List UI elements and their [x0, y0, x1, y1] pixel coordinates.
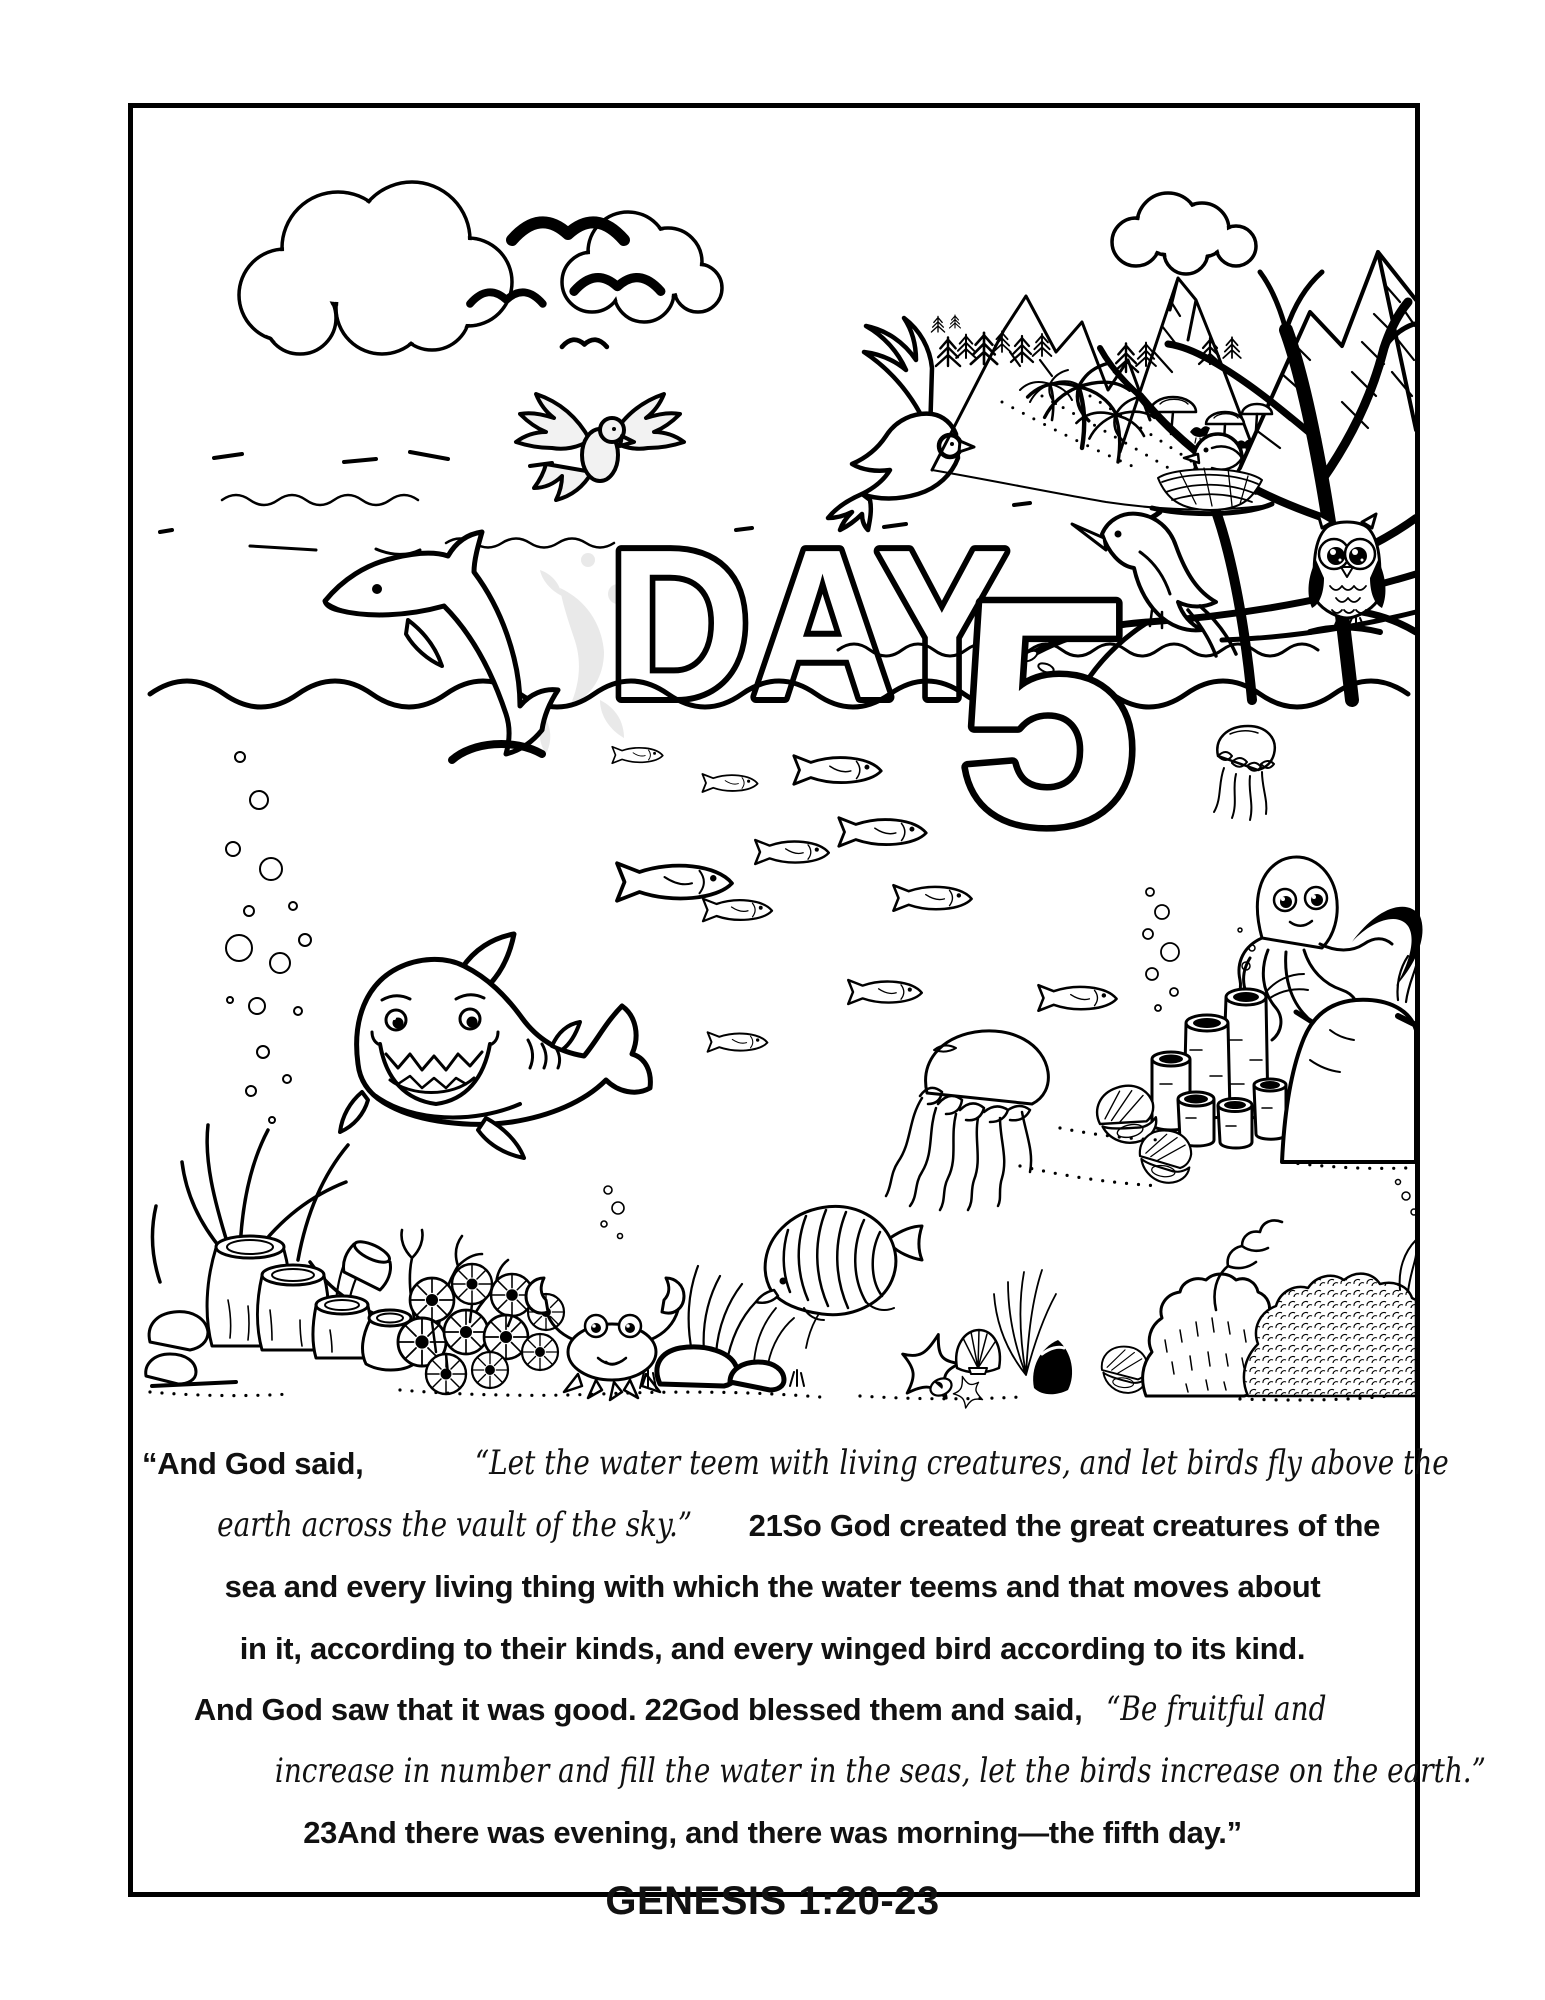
verse-line-1-script: “Let the water teem with living creatures, and let birds fly above the	[474, 1443, 1449, 1483]
verse-line-5-script: “Be fruitful and	[1106, 1689, 1327, 1729]
verse-line-5	[142, 1682, 1403, 1744]
verse-line-1-sans: “And God said,	[142, 1446, 364, 1481]
mussel	[1033, 1340, 1072, 1394]
title-day: DAY	[608, 505, 1008, 742]
coral-bush	[1244, 1180, 1417, 1397]
bubbles	[226, 752, 311, 1123]
pine-trees	[931, 315, 1240, 372]
verse-line-4	[142, 1621, 1403, 1683]
butterflyfish	[756, 1206, 922, 1320]
gray-bird	[516, 394, 684, 500]
verse-line-3	[142, 1559, 1403, 1621]
tube-sponges	[146, 1236, 418, 1386]
mountains	[932, 252, 1416, 509]
verse-line-4-sans: in it, according to their kinds, and every winged bird according to its kind.	[239, 1630, 1306, 1666]
verse-line-2-sans: 21So God created the great creatures of the	[748, 1507, 1381, 1543]
verse-line-1	[142, 1436, 1449, 1498]
small-jellyfish	[1214, 726, 1275, 820]
verse-line-2	[142, 1498, 1403, 1560]
verse-line-7	[142, 1805, 1403, 1867]
verse-line-7-sans: 23And there was evening, and there was morning—the fifth day.”	[303, 1815, 1242, 1850]
verse-line-3-sans: sea and every living thing with which the water teems and that moves about	[224, 1569, 1321, 1604]
large-jellyfish	[886, 1031, 1048, 1210]
title-five: 5	[958, 535, 1138, 890]
verse-line-2-script: earth across the vault of the sky.”	[217, 1504, 693, 1545]
owl	[1309, 514, 1386, 625]
verse-line-5-sans: And God saw that it was good. 22God blessed them and said,	[193, 1692, 1083, 1727]
scallop-shell	[956, 1330, 1000, 1374]
dolphin	[325, 532, 558, 754]
bible-verse	[142, 1436, 1486, 1924]
clouds	[239, 182, 1256, 354]
shark	[340, 744, 650, 1158]
clam-small	[1099, 1344, 1149, 1395]
verse-line-6	[142, 1744, 1486, 1806]
verse-line-6-script: increase in number and fill the water in the seas, let the birds increase on the earth.”	[274, 1750, 1486, 1791]
verse-reference: GENESIS 1:20-23	[605, 1878, 940, 1923]
rock	[1282, 956, 1416, 1162]
